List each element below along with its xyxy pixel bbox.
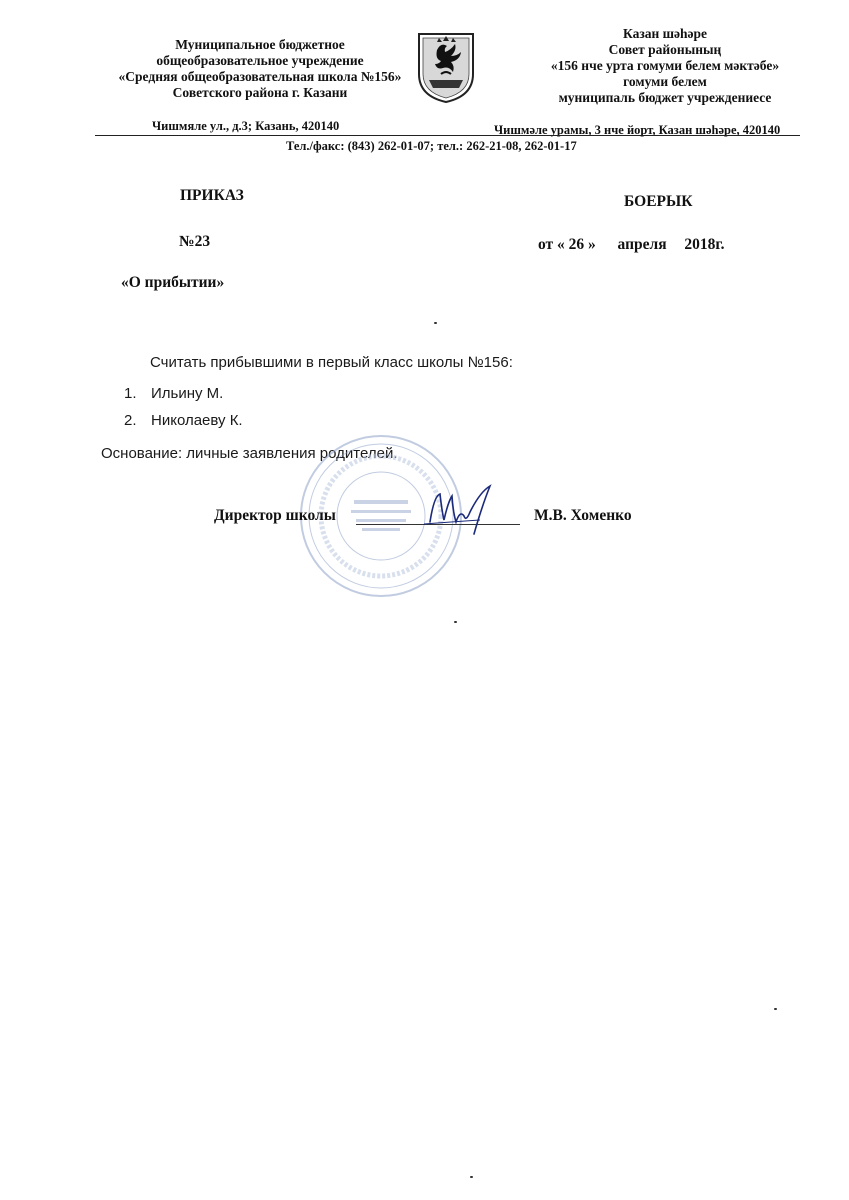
director-name: М.В. Хоменко xyxy=(534,507,632,524)
org-line: муниципаль бюджет учреждениесе xyxy=(558,90,772,105)
order-basis: Основание: личные заявления родителей. xyxy=(101,445,398,462)
kazan-coat-of-arms-icon xyxy=(415,30,477,104)
order-title-tatar: БОЕРЫК xyxy=(624,193,693,210)
signature-label: Директор школы xyxy=(214,507,336,524)
org-line: Советского района г. Казани xyxy=(172,85,348,100)
list-item xyxy=(124,412,243,439)
address-tatar: Чишмәле урамы, 3 нче йорт, Казан шәһәре, 420140 xyxy=(494,123,781,137)
list-item-text: Николаеву К. xyxy=(151,412,243,429)
order-date-year: 2018г. xyxy=(684,236,725,253)
org-line: общеобразовательное учреждение xyxy=(156,53,364,68)
contact-phones: Тел./факс: (843) 262-01-07; тел.: 262-21-08, 262-01-17 xyxy=(286,139,577,153)
org-line: гомуми белем xyxy=(623,74,707,89)
scan-speck xyxy=(454,621,457,623)
order-date-day: от « 26 » xyxy=(538,236,596,253)
address-russian: Чишмяле ул., д.3; Казань, 420140 xyxy=(152,119,340,133)
scan-speck xyxy=(470,1176,473,1178)
org-name-tatar xyxy=(500,26,830,106)
scan-speck xyxy=(774,1008,777,1010)
org-line: «Средняя общеобразовательная школа №156» xyxy=(118,69,402,84)
order-number: №23 xyxy=(179,233,211,250)
list-item-text: Ильину М. xyxy=(151,385,224,402)
handwritten-signature xyxy=(420,482,500,538)
org-line: Муниципальное бюджетное xyxy=(175,37,345,52)
order-title-russian: ПРИКАЗ xyxy=(180,187,244,204)
scan-speck xyxy=(434,322,437,324)
order-intro: Считать прибывшими в первый класс школы №156: xyxy=(150,354,513,371)
org-line: «156 нче урта гомуми белем мәктәбе» xyxy=(550,58,780,73)
list-item-number: 2. xyxy=(124,412,137,429)
student-list xyxy=(124,385,243,439)
header-divider xyxy=(95,135,800,136)
order-date-month: апреля xyxy=(617,236,667,253)
order-subject: «О прибытии» xyxy=(121,274,225,291)
list-item xyxy=(124,385,243,412)
org-line: Совет районының xyxy=(608,42,722,57)
org-line: Казан шәһәре xyxy=(622,26,708,41)
list-item-number: 1. xyxy=(124,385,137,402)
order-date xyxy=(538,236,725,254)
org-name-russian xyxy=(95,37,425,101)
